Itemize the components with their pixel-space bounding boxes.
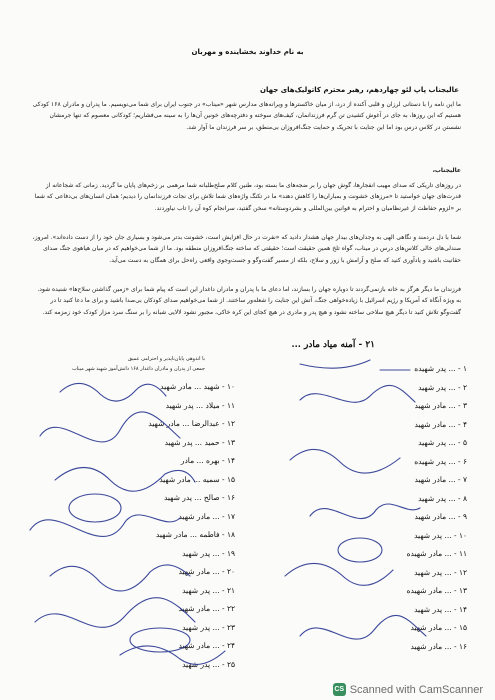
- handwritten-entry: ۲۱ - ... پدر شهید: [182, 585, 235, 595]
- handwritten-entry: ۳ - ... مادر شهید: [414, 401, 467, 410]
- paragraph-4: فرزندان ما دیگر هرگز به خانه بازنمی‌گردند تا دوباره جهان را بسازند، اما دعای ما با پدران و مادران داغدار این است که پیام شما برای «زمین گذاشتن سلاح‌ها» شنیده شود. به ویژه آنگاه که آمریکا و رژیم اسرائیل با زیاده‌خواهی جنگ، آتش این جنایت را شعله‌ور ساختند. از شما می‌خواهیم صدای کودکان بی‌صدا باشید و برای ما دعا کنید تا در گفت‌وگو تلاش کنید تا دیگر هیچ سلاحی ساخته نشود و هیچ پدر و مادری در هیچ کجای این کره خاکی، مجبور نشود لالایی شبانه را بر سنگ سرد مزار کودک خود زمزمه کند.: [37, 286, 461, 316]
- handwritten-entry: ۲۴ - ... مادر شهید: [178, 641, 235, 650]
- camscanner-watermark: [333, 683, 483, 696]
- handwritten-entry: ۱۱ - ... مادر شهیده: [406, 549, 467, 558]
- letter-title: به نام خداوند بخشاینده و مهربان: [191, 48, 304, 56]
- handwritten-entry: ۱۱ - میلاد ... پدر شهید: [165, 400, 235, 410]
- signature-group: جمعی از پدران و مادران داغدار ۱۶۸ دانش‌آموز شهید شهر میناب: [71, 366, 205, 372]
- handwritten-entry: ۱۶ - صالح ... پدر شهید: [163, 493, 235, 502]
- handwritten-entry: ۱۸ - فاطمه ... مادر شهید: [155, 530, 235, 539]
- handwritten-entry: ۱۲ - عبدالرضا ... مادر شهید: [148, 419, 235, 428]
- handwritten-entry: ۱۵ - سمیه ... مادر شهید: [159, 474, 235, 484]
- handwritten-entry: ۷ - ... مادر شهید: [414, 475, 467, 484]
- handwritten-entry: ۲۲ - ... مادر شهید: [178, 604, 235, 613]
- handwritten-entry: ۱۹ - ... پدر شهید: [182, 548, 235, 558]
- signature-intro: با اندوهی پایان‌ناپذیر و احترامی عمیق: [127, 356, 205, 362]
- handwritten-entry: ۱۲ - ... پدر شهید: [414, 567, 467, 577]
- handwritten-entry: ۱۰ - ... پدر شهید: [414, 530, 467, 540]
- handwritten-entry: ۱۴ - ... پدر شهید: [414, 604, 467, 614]
- watermark-text: Scanned with CamScanner: [349, 683, 483, 696]
- handwritten-entry: ۲۵ - ... پدر شهید: [182, 659, 235, 669]
- paragraph-1: ما این نامه را با دستانی لرزان و قلبی آکنده از درد، از میان خاکسترها و ویرانه‌های مدارس شهر «میناب» در جنوب ایران برای شما می‌نویسیم. ما پدران و مادران ۱۶۸ کودکی هستیم که این روزها، به جای در آغوش کشیدن تن گرم فرزندانمان، کیف‌های سوخته و دفترچه‌های خونین آن‌ها را به سینه می‌فشاریم؛ کودکانی معصوم که تنها جرمشان نشستن در کلاس درس بود اما این جنایت با تحریک و حمایت جنگ‌افروزان بی‌منطق، بر سر فرزندان ما آوار شد.: [32, 101, 461, 131]
- addressee-line: عالیجناب پاپ لئو چهاردهم، رهبر محترم کاتولیک‌های جهان: [260, 86, 459, 94]
- handwritten-entry: ۹ - ... مادر شهید: [414, 512, 467, 521]
- handwritten-entry: ۱۳ - حمید ... پدر شهید: [164, 437, 235, 447]
- handwritten-entry: ۸ - ... پدر شهید: [418, 493, 467, 503]
- handwritten-entry: ۱۰ - شهید ... مادر شهید: [160, 382, 235, 391]
- handwritten-entry: ۲ - ... پدر شهید: [418, 382, 467, 392]
- handwritten-entry: ۴ - ... مادر شهید: [414, 419, 467, 429]
- handwritten-entry: ۱۳ - ... مادر شهیده: [406, 586, 467, 595]
- handwritten-entry: ۱۷ - ... مادر شهید: [178, 511, 235, 521]
- paragraph-salutation: عالیجناب،: [432, 167, 461, 174]
- handwritten-entry: ۵ - ... پدر شهید: [418, 438, 467, 447]
- camscanner-logo-icon: CS: [333, 683, 346, 696]
- handwritten-entry: ۱۵ - ... مادر شهید: [410, 623, 467, 632]
- handwritten-entry: ۱۶ - ... مادر شهید: [410, 641, 467, 651]
- handwritten-entry: ۱ - ... پدر شهیده: [414, 364, 467, 373]
- handwritten-entry: ۱۴ - بهره ... مادر: [180, 456, 235, 465]
- signature-scrawls: [0, 340, 495, 680]
- paragraph-3: شما با دل دردمند و نگاهی الهی به وجدان‌های بیدار جهان هشدار دادید که «نفرت در حال افزایش است، خشونت بدتر می‌شود و بسیاری جان خود را از دست داده‌اند». امروز، صندلی‌های خالی کلاس‌های درس در میناب، گواه تلخ همین حقیقت است؛ حقیقتی که ساخته جنگ‌افروزان منطقه بود. ما از شما می‌خواهیم که در میان هیاهوی جنگ صدای حقانیت باشید و یادآوری کنید که صلح و آرامش با زور و سلاح، بلکه از مسیر گفت‌وگو و جست‌وجوی واقعی راه‌حل برای همگان به دست می‌آید.: [32, 234, 461, 264]
- handwritten-entry: ۲۰ - ... مادر شهید: [178, 567, 235, 576]
- paragraph-2: در روزهای تاریکی که صدای مهیب انفجارها، گوش جهان را بر ضجه‌های ما بسته بود، طنین کلام صلح‌طلبانه شما مرهمی بر زخم‌های پایان ما گردید. زمانی که شجاعانه از قدرت‌های جهان خواستید تا «مرزهای خشونت و بمباران‌ها را کاهش دهند» ما در تکنگ واژه‌های شما تلاش برای نجات فرزندانمان را دیدیم؛ همان انسان‌های بی‌دفاعی که شما بر «لزوم حفاظت از غیرنظامیان و احترام به قوانین بین‌المللی و بشردوستانه» سخن گفتید، سرانجام کوه آن را تاب نیاوردند.: [34, 182, 461, 212]
- signature-area: [0, 340, 495, 680]
- handwritten-entry: ۶ - ... پدر شهیده: [414, 456, 467, 466]
- handwritten-entry: ۲۳ - ... پدر شهید: [182, 622, 235, 632]
- handwritten-top-line: ۲۱ - آمنه میاد مادر ...: [291, 340, 375, 350]
